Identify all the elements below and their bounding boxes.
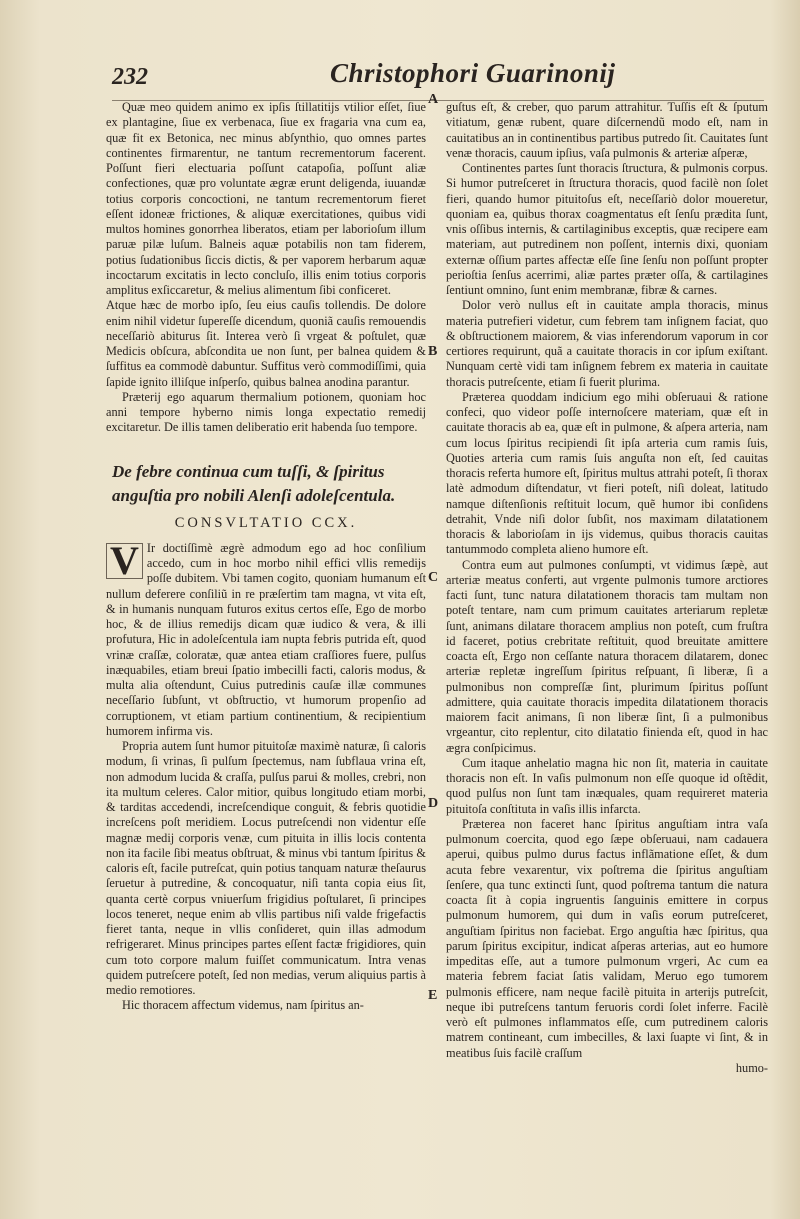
right-paragraph: Cum itaque anhelatio magna hic non ſit, materia in cauitate thoracis non eſt. In vaſis pulmonum non eſſe quoque id oſtẽdit, quod pulſus non ſunt tam inæquales, quam requireret materia pituitoſa conſtituta in vaſis illis infarcta. bbox=[446, 755, 768, 816]
section-title: De febre continua cum tuſſi, & ſpiritus anguſtia pro nobili Alenſi adoleſcentula. bbox=[112, 461, 396, 505]
section-marker-b: B bbox=[428, 344, 438, 359]
drop-cap: V bbox=[106, 543, 143, 579]
section-marker-c: C bbox=[428, 570, 439, 585]
left-paragraph: Quæ meo quidem animo ex ipſis ſtillatitijs vtilior eſſet, ſiue ex plantagine, ſiue ex verbenaca, ſiue ex fragaria vna cum ea, quæ fit ex Betonica, nec minus abſynthio, quo omnes partes continentes firmarentur, ne tantum recrementorum facerent. Poſſunt fieri electuaria poſſunt catapoſia, poſſunt aliæ confectiones, quæ pro voluntate ægræ erunt deligenda, iuuandæ totius corporis concoctioni, ne tantum recrementorum fieret eſſent idoneæ frictiones, & aliquæ exercitationes, quibus vidi multos homines gonorrhea liberatos, etiam per laborioſum illum paruæ pilæ luſum. Balneis aquæ potabilis non tam fiderem, potius ſudationibus ſiccis dictis, & per vaporem herbarum aquæ incoctarum excitatis in lecto concluſo, illis enim totius corporis amplitus exſiccaretur, & melius alimentum ſibi conficeret. bbox=[106, 100, 426, 297]
left-paragraph: Atque hæc de morbo ipſo, ſeu eius cauſis tollendis. De dolore enim nihil videtur ſupereſſe dicendum, quoniã cauſis remouendis neceſſariò abiturus ſit. Interea verò ſi vrgeat & poſtulet, quæ Medicis obſcura, abſcondita ue non ſunt, per balnea quidem & ſuffitus ea commodè dabuntur. Suffitus verò commodiſſimi, quia ſapide ignito illiſque inſperſo, quibus balnea anodina parantur. bbox=[106, 298, 426, 389]
right-paragraph: guſtus eſt, & creber, quo parum attrahitur. Tuſſis eſt & ſputum vitiatum, genæ rubent, quare diſcernendũ modo eſt, nam in cauitatibus an in continentibus partibus putredo ſit. Cauitates ſunt venæ thoracis, cauum ipſius, vaſa pulmonis & arteriæ aſperæ, bbox=[446, 100, 768, 160]
right-paragraph: Præterea quoddam indicium ego mihi obſeruaui & ratione confeci, quo videor poſſe internoſcere materiam, quæ eſt in cauitate thoracis ab ea, quæ eſt in pulmone, & aſpera arteria, nam cum locus ſpiritus recipiendi ſit ipſa arteria cum ramis ſuis, Quoties arteria cum ramis ſuis anguſta non eſt, ſed cauitas thoracis referta humore eſt, ſpiritus multus attrahi poteſt, ſi thorax latè admodum diſtendatur, vt fieri poteſt, niſi doleat, latitudo namque diſtenſionis reſtituit locum, quẽ humor ibi conſidens detrahit, Vnde niſi dolor ſubſit, nos maximam dilatationem thoracis & laborioſam in ijs videmus, quibus thoracis cauitas tantummodo completa alieno humore eſt. bbox=[446, 389, 768, 557]
section-marker-a: A bbox=[428, 92, 439, 107]
consultation-heading: CONSVLTATIO CCX. bbox=[174, 514, 358, 531]
right-paragraph: Continentes partes ſunt thoracis ſtructura, & pulmonis corpus. Si humor putreſceret in ſtructura thoracis, quod facilè non ſolet fieri, quando humor pituitoſus eſt, neceſſariò dolor moueretur, quoniam ea, quibus thorax coagmentatus eſt ſenſu prædita ſunt, vnis oſſibus internis, & cartilaginibus exceptis, quæ recipere eam materiam, aut putredinem non poſſent, internis dixi, quoniam externæ oſſium partes affectæ eſſe ſine ſenſu non poſſunt propter perioſtia ſenſus acerrimi, aliæ partes præter oſſa, & cartilagines ſentiunt omnino, ſunt enim membranæ, fibræ & carnes. bbox=[446, 161, 768, 297]
left-paragraph: Propria autem ſunt humor pituitoſæ maximè naturæ, ſi caloris modum, ſi vrinas, ſi pulſum ſpectemus, nam ſubflaua vrina eſt, non admodum lucida & craſſa, pulſus parui & molles, crebri, non ita multum celeres. Calor mitior, quibus longitudo etiam morbi, & tarditas accedendi, increſcendique conguit, & febris quotidie increſcens poſt meridiem. Locus putreſcendi non videntur eſſe magnæ medij corporis venæ, cum pituita in illis locis contenta non ita facile ſibi meatus obſtruat, & minus vbi tantum ſpiritus & caloris eſt, facile putreſcat, quin potius tanquam naturæ theſaurus ſeruetur à putredine, & concoquatur, niſi tanta copia eius ſit, quanta certè corpus vniuerſum frigidius poſtularet, ſi principes locos teneret, neque enim ab vllis partibus niſi valde frigefactis fieret tanta, neque in vllis conſideret, quin illas admodum refrigeraret. Minus principes partes eſſent factæ frigidiores, quin cum toto corpore malum fuiſſet communicatum. Intra venas quidem putreſcere poteſt, ſed non medias, verum aliquius partis à medio remotiores. bbox=[106, 739, 426, 997]
page-number: 232 bbox=[112, 64, 148, 90]
section-marker-e: E bbox=[428, 988, 438, 1003]
right-paragraph: Dolor verò nullus eſt in cauitate ampla thoracis, minus materia putrefieri videtur, cum febrem tam inſignem faciat, quo & obſtructionem maiorem, & vias inferendorum vaporum in cor certiores requirunt, quã a cauitate thoracis in cor ipſum exiſtant. Nunquam certè vidi tam inſignem febrem ex materia in cauitate thoracis putreſcente, etiam ſi fuerit plurima. bbox=[446, 298, 768, 389]
running-head: Christophori Guarinonij bbox=[330, 58, 616, 88]
section-marker-d: D bbox=[428, 796, 439, 811]
left-paragraph: Præterij ego aquarum thermalium potionem, quoniam hoc anni tempore hyberno nimis longa expectatio remedij excitaretur. De illis tamen deliberatio erit habenda ſuo tempore. bbox=[106, 389, 426, 435]
right-paragraph: Præterea non faceret hanc ſpiritus anguſtiam intra vaſa pulmonum coercita, quod ego ſæpe obſeruaui, nam cadauera aperui, quibus pulmo durus factus inflãmatione eſſet, & dum acuta febre vexarentur, vix poſtrema die ſpiritus anguſtiam ſenſere, qua tunc extincti ſunt, quod poſtrema tantum die natura coacta ſit à copia ingruentis ſanguinis emittere in corpus pulmonum humorem, qui dum in vaſis eorum putreſceret, anguſtiam ſpiritus non faciebat. Ergo anguſtia hæc ſpiritus, qua parum ſpiritus excipitur, indicat aſperas arterias, aut eo humore impeditas eſſe, aut a tumore pulmonum vrgeri, Ac cum ea materia febrem faciat ſatis validam, Meruo ego tumorem pulmonis efficere, nam neque facilè pituita in arterijs putreſcit, neque ibi putreſcens tantum feruoris cordi ſolet inferre. Facilè verò eſt pulmones inflammatos eſſe, cum putredinem caloris matrem contineant, cum imbecilles, & laxi ſuapte vi ſint, & in meatibus ſuis facilè craſſum bbox=[446, 816, 768, 1060]
right-paragraph: Contra eum aut pulmones conſumpti, vt vidimus ſæpè, aut arteriæ meatus conferti, aut vrgente pulmonis tumore arctiores facti ſunt, tunc natura dilatationem thoracis tam multam non poteſt tentare, nam cum primum cauitates arteriarum repletæ ſunt, animans dilatare thoracem amplius non poteſt, cum fruſtra id faceret, potius crebritate reſtituit, quod breuitate amittere coacta eſt, Ergo non ceſſante natura thoracem dilatarem, donec arteriæ repletæ ingreſſum ſpiritus reſpuant, ſi liberæ, ſi a pulmonibus non compreſſæ ſint, plurimum ſpiritus poſſunt admittere, quia cauitate thoracis impedita dilatationem thoracis maiorem facit animans, ſi non liberæ ſint, ſi a pulmonibus vrgeantur, cito replentur, cito dilatatio finienda eſt, quod in hac ægra conſpicimus. bbox=[446, 557, 768, 755]
left-column bbox=[106, 100, 426, 1212]
left-paragraph: Hic thoracem affectum videmus, nam ſpiritus an- bbox=[122, 998, 364, 1013]
right-column bbox=[446, 100, 768, 1212]
page-header bbox=[112, 56, 760, 96]
left-paragraph: Ir doctiſſimè ægrè admodum ego ad hoc conſilium accedo, cum in hoc morbo nihil effici vllis remedijs poſſe dubitem. Vbi tamen cogito, quoniam humanum eſt nullum deferere conſiliũ in re præſertim tam magna, vt vita eſt, & in humanis nunquam futuros exitus certos eſſe, Ego de morbo hoc, & de illius remedijs dicam quæ iudico & vera, & illi profutura, Hic in adoleſcentula iam nupta febris putrida eſt, quod vrinæ craſſæ, coloratæ, quæ antea etiam craſſiores fuere, pulſus inæquabiles, etiam breui ſpatio imbecilli facti, caloris modus, & multa alia oſtendunt, Cuius putredinis cauſæ illæ communes neceſſario ſubſunt, vt obſtructio, vt humorum propenſio ad corruptionem, vt etiam partium continentium, & recipientium humorem infirma vis. bbox=[106, 540, 426, 738]
catchword: humo- bbox=[735, 1060, 768, 1075]
